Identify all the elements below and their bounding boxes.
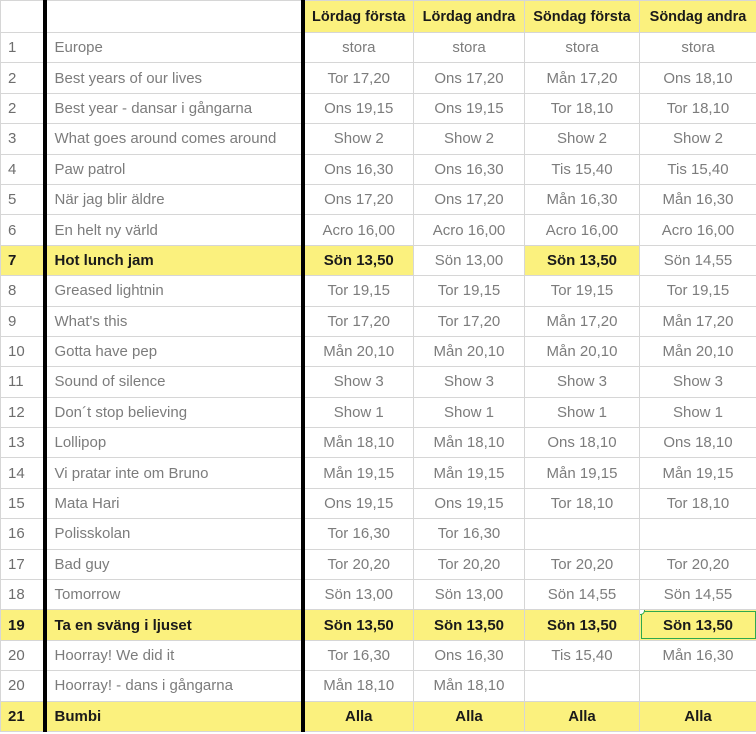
- time-cell[interactable]: Show 2: [303, 124, 414, 154]
- time-cell[interactable]: stora: [303, 33, 414, 63]
- row-number-cell[interactable]: 10: [1, 336, 45, 366]
- time-cell[interactable]: Sön 13,50: [414, 610, 525, 640]
- song-name-cell[interactable]: Tomorrow: [45, 580, 303, 610]
- time-cell[interactable]: Show 3: [303, 367, 414, 397]
- time-cell[interactable]: Ons 16,30: [414, 154, 525, 184]
- table-body: [1, 1, 756, 732]
- row-number-cell[interactable]: 20: [1, 671, 45, 701]
- song-name-cell[interactable]: Ta en sväng i ljuset: [45, 610, 303, 640]
- time-cell[interactable]: Mån 18,10: [414, 428, 525, 458]
- row-number-cell[interactable]: 18: [1, 580, 45, 610]
- song-name-cell[interactable]: What goes around comes around: [45, 124, 303, 154]
- time-cell[interactable]: Mån 16,30: [640, 640, 756, 670]
- time-cell[interactable]: Show 2: [640, 124, 756, 154]
- song-name-cell[interactable]: Hoorray! We did it: [45, 640, 303, 670]
- time-cell[interactable]: Alla: [303, 701, 414, 731]
- time-cell[interactable]: Ons 18,10: [640, 428, 756, 458]
- table-row: [1, 519, 756, 549]
- song-name-cell[interactable]: Europe: [45, 33, 303, 63]
- song-name-cell[interactable]: Gotta have pep: [45, 336, 303, 366]
- time-cell[interactable]: Mån 19,15: [303, 458, 414, 488]
- header-cell-name[interactable]: [45, 1, 303, 33]
- table-row: [1, 63, 756, 93]
- time-cell[interactable]: Mån 20,10: [414, 336, 525, 366]
- time-cell[interactable]: Tor 17,20: [303, 306, 414, 336]
- song-name-cell[interactable]: Hot lunch jam: [45, 245, 303, 275]
- time-cell[interactable]: Ons 16,30: [303, 154, 414, 184]
- time-cell[interactable]: Show 3: [414, 367, 525, 397]
- table-row: [1, 245, 756, 275]
- time-cell[interactable]: Alla: [640, 701, 756, 731]
- time-cell[interactable]: Acro 16,00: [414, 215, 525, 245]
- row-number-cell[interactable]: 2: [1, 63, 45, 93]
- time-cell[interactable]: Sön 14,55: [640, 580, 756, 610]
- time-cell[interactable]: Ons 18,10: [640, 63, 756, 93]
- time-cell[interactable]: Sön 13,50: [525, 610, 640, 640]
- time-cell[interactable]: Alla: [414, 701, 525, 731]
- time-cell[interactable]: Mån 20,10: [640, 336, 756, 366]
- header-sondag-andra[interactable]: Söndag andra: [640, 1, 756, 33]
- header-lordag-forsta[interactable]: Lördag första: [303, 1, 414, 33]
- table-row: [1, 93, 756, 123]
- song-name-cell[interactable]: What's this: [45, 306, 303, 336]
- time-cell[interactable]: Tor 19,15: [414, 276, 525, 306]
- time-cell[interactable]: Sön 13,00: [303, 580, 414, 610]
- time-cell[interactable]: Mån 16,30: [525, 184, 640, 214]
- table-row: [1, 124, 756, 154]
- table-row: [1, 610, 756, 640]
- song-name-cell[interactable]: Greased lightnin: [45, 276, 303, 306]
- row-number-cell[interactable]: 3: [1, 124, 45, 154]
- time-cell[interactable]: Sön 13,50: [525, 245, 640, 275]
- time-cell[interactable]: Mån 19,15: [414, 458, 525, 488]
- time-cell[interactable]: Ons 19,15: [303, 488, 414, 518]
- time-cell[interactable]: Tis 15,40: [525, 154, 640, 184]
- row-number-cell[interactable]: 4: [1, 154, 45, 184]
- row-number-cell[interactable]: 17: [1, 549, 45, 579]
- time-cell[interactable]: Mån 18,10: [303, 428, 414, 458]
- table-row: [1, 488, 756, 518]
- table-row: [1, 33, 756, 63]
- song-name-cell[interactable]: Lollipop: [45, 428, 303, 458]
- row-number-cell[interactable]: 12: [1, 397, 45, 427]
- table-row: [1, 336, 756, 366]
- time-cell[interactable]: Sön 13,00: [414, 245, 525, 275]
- table-row: [1, 701, 756, 731]
- time-cell[interactable]: Tor 17,20: [414, 306, 525, 336]
- time-cell[interactable]: Tor 16,30: [414, 519, 525, 549]
- table-row: [1, 306, 756, 336]
- selection-handle[interactable]: [640, 610, 646, 616]
- time-cell[interactable]: stora: [525, 33, 640, 63]
- table-row: [1, 549, 756, 579]
- time-cell[interactable]: Show 3: [525, 367, 640, 397]
- time-cell[interactable]: Mån 20,10: [525, 336, 640, 366]
- table-row: [1, 458, 756, 488]
- time-cell[interactable]: Show 1: [414, 397, 525, 427]
- time-cell[interactable]: Tis 15,40: [525, 640, 640, 670]
- row-number-cell[interactable]: 8: [1, 276, 45, 306]
- song-name-cell[interactable]: Polisskolan: [45, 519, 303, 549]
- table-row: [1, 184, 756, 214]
- header-lordag-andra[interactable]: Lördag andra: [414, 1, 525, 33]
- song-name-cell[interactable]: Best years of our lives: [45, 63, 303, 93]
- header-sondag-forsta[interactable]: Söndag första: [525, 1, 640, 33]
- song-name-cell[interactable]: En helt ny värld: [45, 215, 303, 245]
- time-cell[interactable]: Mån 17,20: [640, 306, 756, 336]
- time-cell[interactable]: Ons 17,20: [303, 184, 414, 214]
- song-name-cell[interactable]: Don´t stop believing: [45, 397, 303, 427]
- row-number-cell[interactable]: 14: [1, 458, 45, 488]
- time-cell[interactable]: Sön 13,50: [303, 610, 414, 640]
- time-cell[interactable]: Mån 20,10: [303, 336, 414, 366]
- table-row: [1, 215, 756, 245]
- time-cell[interactable]: Ons 19,15: [414, 93, 525, 123]
- song-name-cell[interactable]: Paw patrol: [45, 154, 303, 184]
- row-number-cell[interactable]: 16: [1, 519, 45, 549]
- header-row: [1, 1, 756, 33]
- row-number-cell[interactable]: 11: [1, 367, 45, 397]
- song-name-cell[interactable]: Bumbi: [45, 701, 303, 731]
- time-cell[interactable]: Ons 16,30: [414, 640, 525, 670]
- time-cell[interactable]: Tor 20,20: [414, 549, 525, 579]
- time-cell[interactable]: Ons 18,10: [525, 428, 640, 458]
- time-cell[interactable]: Show 1: [303, 397, 414, 427]
- time-cell[interactable]: [640, 671, 756, 701]
- time-cell[interactable]: Tor 18,10: [525, 93, 640, 123]
- time-cell[interactable]: Ons 19,15: [303, 93, 414, 123]
- time-cell[interactable]: [525, 519, 640, 549]
- row-number-cell[interactable]: 15: [1, 488, 45, 518]
- table-row: [1, 367, 756, 397]
- time-cell[interactable]: Tor 16,30: [303, 519, 414, 549]
- time-cell[interactable]: Alla: [525, 701, 640, 731]
- time-cell[interactable]: Tor 16,30: [303, 640, 414, 670]
- time-cell[interactable]: stora: [414, 33, 525, 63]
- time-cell[interactable]: Tor 19,15: [303, 276, 414, 306]
- time-cell[interactable]: Sön 13,50: [303, 245, 414, 275]
- table-row: [1, 397, 756, 427]
- time-cell[interactable]: Ons 17,20: [414, 63, 525, 93]
- row-number-cell[interactable]: 20: [1, 640, 45, 670]
- time-cell[interactable]: Mån 17,20: [525, 63, 640, 93]
- table-row: [1, 580, 756, 610]
- row-number-cell[interactable]: 21: [1, 701, 45, 731]
- row-number-cell[interactable]: 2: [1, 93, 45, 123]
- table-row: [1, 276, 756, 306]
- time-cell[interactable]: Tor 19,15: [525, 276, 640, 306]
- song-name-cell[interactable]: Hoorray! - dans i gångarna: [45, 671, 303, 701]
- time-cell[interactable]: Tor 19,15: [640, 276, 756, 306]
- time-cell[interactable]: Sön 14,55: [525, 580, 640, 610]
- song-name-cell[interactable]: Sound of silence: [45, 367, 303, 397]
- row-number-cell[interactable]: 6: [1, 215, 45, 245]
- time-cell[interactable]: Mån 17,20: [525, 306, 640, 336]
- time-cell[interactable]: Mån 19,15: [525, 458, 640, 488]
- time-cell[interactable]: stora: [640, 33, 756, 63]
- song-name-cell[interactable]: Bad guy: [45, 549, 303, 579]
- time-cell[interactable]: Tor 20,20: [640, 549, 756, 579]
- row-number-cell[interactable]: 5: [1, 184, 45, 214]
- row-number-cell[interactable]: 1: [1, 33, 45, 63]
- table-row: [1, 640, 756, 670]
- time-cell[interactable]: Ons 19,15: [414, 488, 525, 518]
- time-cell[interactable]: Tor 20,20: [303, 549, 414, 579]
- song-name-cell[interactable]: Best year - dansar i gångarna: [45, 93, 303, 123]
- time-cell[interactable]: Show 2: [525, 124, 640, 154]
- time-cell[interactable]: Show 3: [640, 367, 756, 397]
- time-cell[interactable]: Acro 16,00: [640, 215, 756, 245]
- table-row: [1, 428, 756, 458]
- time-cell[interactable]: Show 2: [414, 124, 525, 154]
- time-cell[interactable]: Sön 13,50: [640, 610, 756, 640]
- time-cell[interactable]: [640, 519, 756, 549]
- row-number-cell[interactable]: 13: [1, 428, 45, 458]
- row-number-cell[interactable]: 19: [1, 610, 45, 640]
- time-cell[interactable]: [525, 671, 640, 701]
- time-cell[interactable]: Acro 16,00: [303, 215, 414, 245]
- time-cell[interactable]: Tor 17,20: [303, 63, 414, 93]
- time-cell[interactable]: Tis 15,40: [640, 154, 756, 184]
- time-cell[interactable]: Sön 14,55: [640, 245, 756, 275]
- time-cell[interactable]: Acro 16,00: [525, 215, 640, 245]
- table-row: [1, 671, 756, 701]
- time-cell[interactable]: Mån 18,10: [303, 671, 414, 701]
- time-cell[interactable]: Tor 18,10: [640, 488, 756, 518]
- time-cell[interactable]: Ons 17,20: [414, 184, 525, 214]
- time-cell[interactable]: Mån 19,15: [640, 458, 756, 488]
- header-cell-num[interactable]: [1, 1, 45, 33]
- song-name-cell[interactable]: Vi pratar inte om Bruno: [45, 458, 303, 488]
- row-number-cell[interactable]: 7: [1, 245, 45, 275]
- time-cell[interactable]: Sön 13,00: [414, 580, 525, 610]
- time-cell[interactable]: Tor 18,10: [525, 488, 640, 518]
- time-cell[interactable]: Tor 18,10: [640, 93, 756, 123]
- time-cell[interactable]: Mån 18,10: [414, 671, 525, 701]
- time-cell[interactable]: Show 1: [640, 397, 756, 427]
- song-name-cell[interactable]: Mata Hari: [45, 488, 303, 518]
- time-cell[interactable]: Show 1: [525, 397, 640, 427]
- time-cell[interactable]: Tor 20,20: [525, 549, 640, 579]
- row-number-cell[interactable]: 9: [1, 306, 45, 336]
- song-name-cell[interactable]: När jag blir äldre: [45, 184, 303, 214]
- table-row: [1, 154, 756, 184]
- time-cell[interactable]: Mån 16,30: [640, 184, 756, 214]
